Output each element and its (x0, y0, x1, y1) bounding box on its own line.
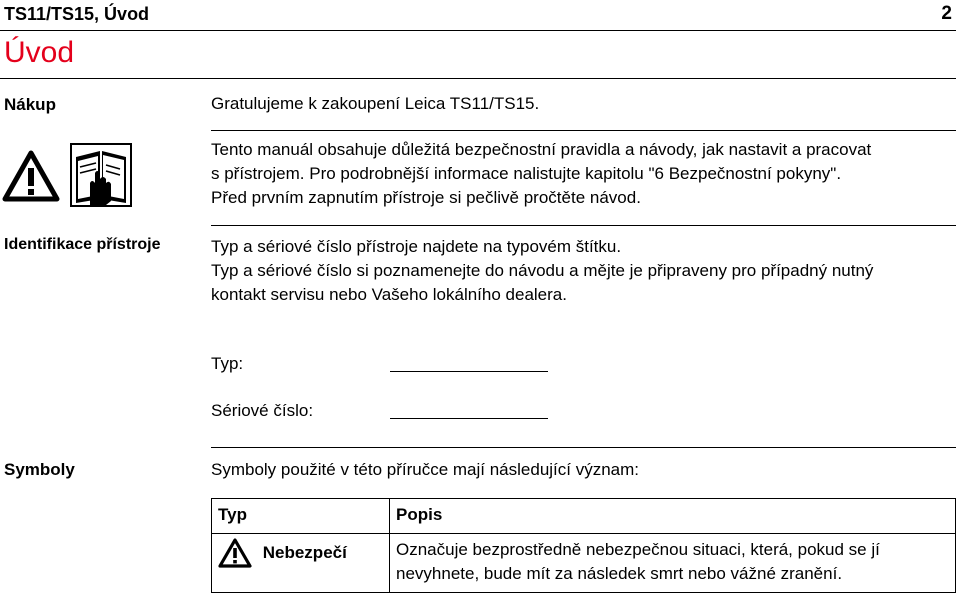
identification-text (211, 235, 956, 307)
description-line: nevyhnete, bude mít za následek smrt nebo vážné zranění. (396, 564, 843, 583)
table-cell-description (390, 534, 956, 593)
table-cell-type (212, 534, 390, 593)
type-blank-line[interactable] (390, 371, 548, 372)
purchase-paragraph (211, 138, 956, 210)
section-separator (211, 447, 956, 448)
paragraph-line: Před prvním zapnutím přístroje si pečlivě pročtěte návod. (211, 188, 641, 207)
symbols-intro: Symboly použité v této příručce mají následující význam: (211, 460, 640, 479)
table-row (212, 534, 956, 593)
section-heading-symbols: Symboly (4, 460, 75, 479)
section-separator (211, 130, 956, 131)
section-heading-identification: Identifikace přístroje (4, 236, 161, 253)
header-rule (0, 30, 956, 31)
paragraph-line: kontakt servisu nebo Vašeho lokálního dealera. (211, 285, 567, 304)
section-separator (211, 225, 956, 226)
symbols-table (211, 498, 956, 593)
table-header-description: Popis (390, 499, 956, 534)
serial-blank-line[interactable] (390, 418, 548, 419)
chapter-title: Úvod (4, 36, 75, 69)
warning-triangle-icon (218, 538, 252, 568)
paragraph-line: Typ a sériové číslo si poznamenejte do návodu a mějte je připraveny pro případný nutný (211, 261, 874, 280)
type-label: Typ: (211, 354, 244, 373)
table-header-row (212, 499, 956, 534)
purchase-intro: Gratulujeme k zakoupení Leica TS11/TS15. (211, 94, 540, 113)
table-header-type: Typ (212, 499, 390, 534)
paragraph-line: Tento manuál obsahuje důležitá bezpečnostní pravidla a návody, jak nastavit a pracovat (211, 140, 872, 159)
description-line: Označuje bezprostředně nebezpečnou situaci, která, pokud se jí (396, 540, 880, 559)
paragraph-line: s přístrojem. Pro podrobnější informace nalistujte kapitolu "6 Bezpečnostní pokyny". (211, 164, 842, 183)
page-number: 2 (941, 3, 952, 24)
paragraph-line: Typ a sériové číslo přístroje najdete na typovém štítku. (211, 237, 622, 256)
running-header-title: TS11/TS15, Úvod (4, 4, 150, 24)
serial-label: Sériové číslo: (211, 401, 314, 420)
danger-label: Nebezpečí (262, 543, 347, 562)
section-heading-purchase: Nákup (4, 95, 56, 114)
chapter-rule (0, 78, 956, 79)
read-manual-icon (70, 143, 132, 207)
warning-triangle-icon (2, 150, 60, 202)
